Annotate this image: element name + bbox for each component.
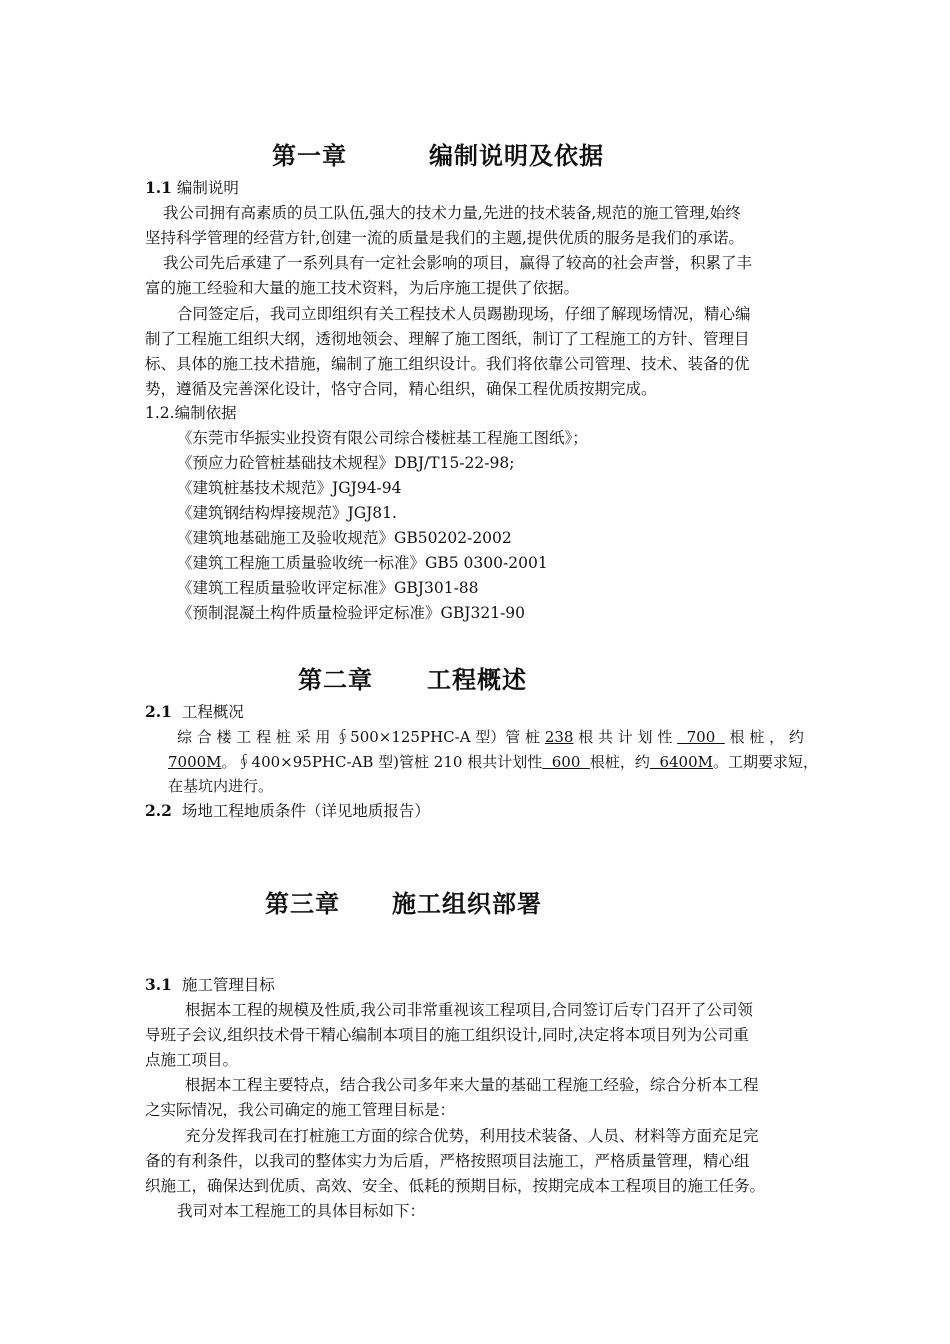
reference-item: 《建筑工程施工质量验收统一标准》GB5 0300-2001 [177,554,548,572]
paragraph-line: 之实际情况，我公司确定的施工管理目标是： [145,1101,456,1119]
project-overview-line-1 [177,727,804,747]
chapter-1-heading [272,136,604,171]
section-1-1-heading [145,178,239,198]
section-number: 2.1 [145,702,172,721]
project-overview-line-3: 在基坑内进行。 [168,777,274,795]
section-2-2-heading [145,801,430,821]
chapter-3-number: 第三章 [265,889,340,918]
chapter-2-heading [298,660,527,695]
section-3-1-heading [145,975,275,995]
section-1-2-heading: 1.2.编制依据 [145,404,237,422]
section-title: 工程概况 [181,703,244,721]
chapter-1-title: 编制说明及依据 [429,141,604,170]
section-2-1-heading [145,702,244,722]
length-b: 6400M [649,753,713,771]
text-run: 根 共 计 划 性 [573,728,678,746]
paragraph-line: 我司对本工程施工的具体目标如下： [177,1202,426,1220]
text-run: 。∮400×95PHC-AB 型)管桩 210 根共计划性 [221,753,543,771]
reference-item: 《预制混凝土构件质量检验评定标准》GBJ321-90 [177,604,526,622]
section-number: 1.1 [145,178,172,197]
paragraph-line: 富的施工经验和大量的施工技术资料，为后序施工提供了依据。 [145,279,580,297]
text-run: 根桩，约 [589,753,650,771]
paragraph-line: 标、具体的施工技术措施，编制了施工组织设计。我们将依靠公司管理、技术、装备的优 [145,355,750,373]
section-number: 3.1 [145,975,172,994]
reference-item: 《建筑钢结构焊接规范》JGJ81. [177,504,397,522]
reference-item: 《建筑工程质量验收评定标准》GBJ301-88 [177,579,479,597]
paragraph-line: 我公司先后承建了一系列具有一定社会影响的项目，赢得了较高的社会声誉，积累了丰 [163,254,753,272]
reference-item: 《预应力砼管桩基础技术规程》DBJ/T15-22-98; [177,454,515,472]
text-run: 综 合 楼 工 程 桩 采 用 ∮500×125PHC-A 型）管 桩 [177,728,545,746]
section-number: 2.2 [145,801,172,820]
planned-piles-b: 600 [542,753,590,771]
paragraph-line: 坚持科学管理的经营方针,创建一流的质量是我们的主题,提供优质的服务是我们的承诺。 [145,229,744,247]
text-run: 。工期要求短， [713,753,819,771]
section-title: 施工管理目标 [181,976,275,994]
chapter-2-title: 工程概述 [427,665,527,694]
paragraph-line: 备的有利条件，以我司的整体实力为后盾，严格按照项目法施工，严格质量管理，精心组 [145,1152,750,1170]
paragraph-line: 根据本工程的规模及性质,我公司非常重视该工程项目,合同签订后专门召开了公司领 [185,1001,753,1019]
reference-item: 《东莞市华振实业投资有限公司综合楼桩基工程施工图纸》； [177,429,588,447]
paragraph-line: 根据本工程主要特点，结合我公司多年来大量的基础工程施工经验，综合分析本工程 [185,1076,759,1094]
chapter-3-heading [265,884,542,919]
section-title: 编制说明 [176,179,239,197]
text-run: 根 桩 ， 约 [724,728,804,746]
chapter-2-number: 第二章 [298,665,373,694]
paragraph-line: 制了工程施工组织大纲，透彻地领会、理解了施工图纸，制订了工程施工的方针、管理目 [145,330,750,348]
reference-item: 《建筑地基础施工及验收规范》GB50202-2002 [177,529,512,547]
chapter-1-number: 第一章 [272,141,347,170]
planned-piles-a: 700 [677,728,725,746]
paragraph-line: 势，遵循及完善深化设计，恪守合同，精心组织，确保工程优质按期完成。 [145,380,657,398]
paragraph-line: 充分发挥我司在打桩施工方面的综合优势，利用技术装备、人员、材料等方面充足完 [185,1127,759,1145]
section-title: 场地工程地质条件（详见地质报告） [181,802,430,820]
length-a: 7000M [168,753,222,771]
reference-item: 《建筑桩基技术规范》JGJ94-94 [177,479,402,497]
paragraph-line: 合同签定后，我司立即组织有关工程技术人员踢勘现场，仔细了解现场情况，精心编 [177,305,751,323]
paragraph-line: 我公司拥有高素质的员工队伍,强大的技术力量,先进的技术装备,规范的施工管理,始终 [163,204,741,222]
paragraph-line: 导班子会议,组织技术骨干精心编制本项目的施工组织设计,同时,决定将本项目列为公司重 [145,1026,749,1044]
pile-count-a: 238 [544,728,574,746]
project-overview-line-2 [168,752,818,772]
paragraph-line: 点施工项目。 [145,1051,239,1069]
chapter-3-title: 施工组织部署 [392,889,542,918]
paragraph-line: 织施工，确保达到优质、高效、安全、低耗的预期目标，按期完成本工程项目的施工任务。 [145,1177,766,1195]
